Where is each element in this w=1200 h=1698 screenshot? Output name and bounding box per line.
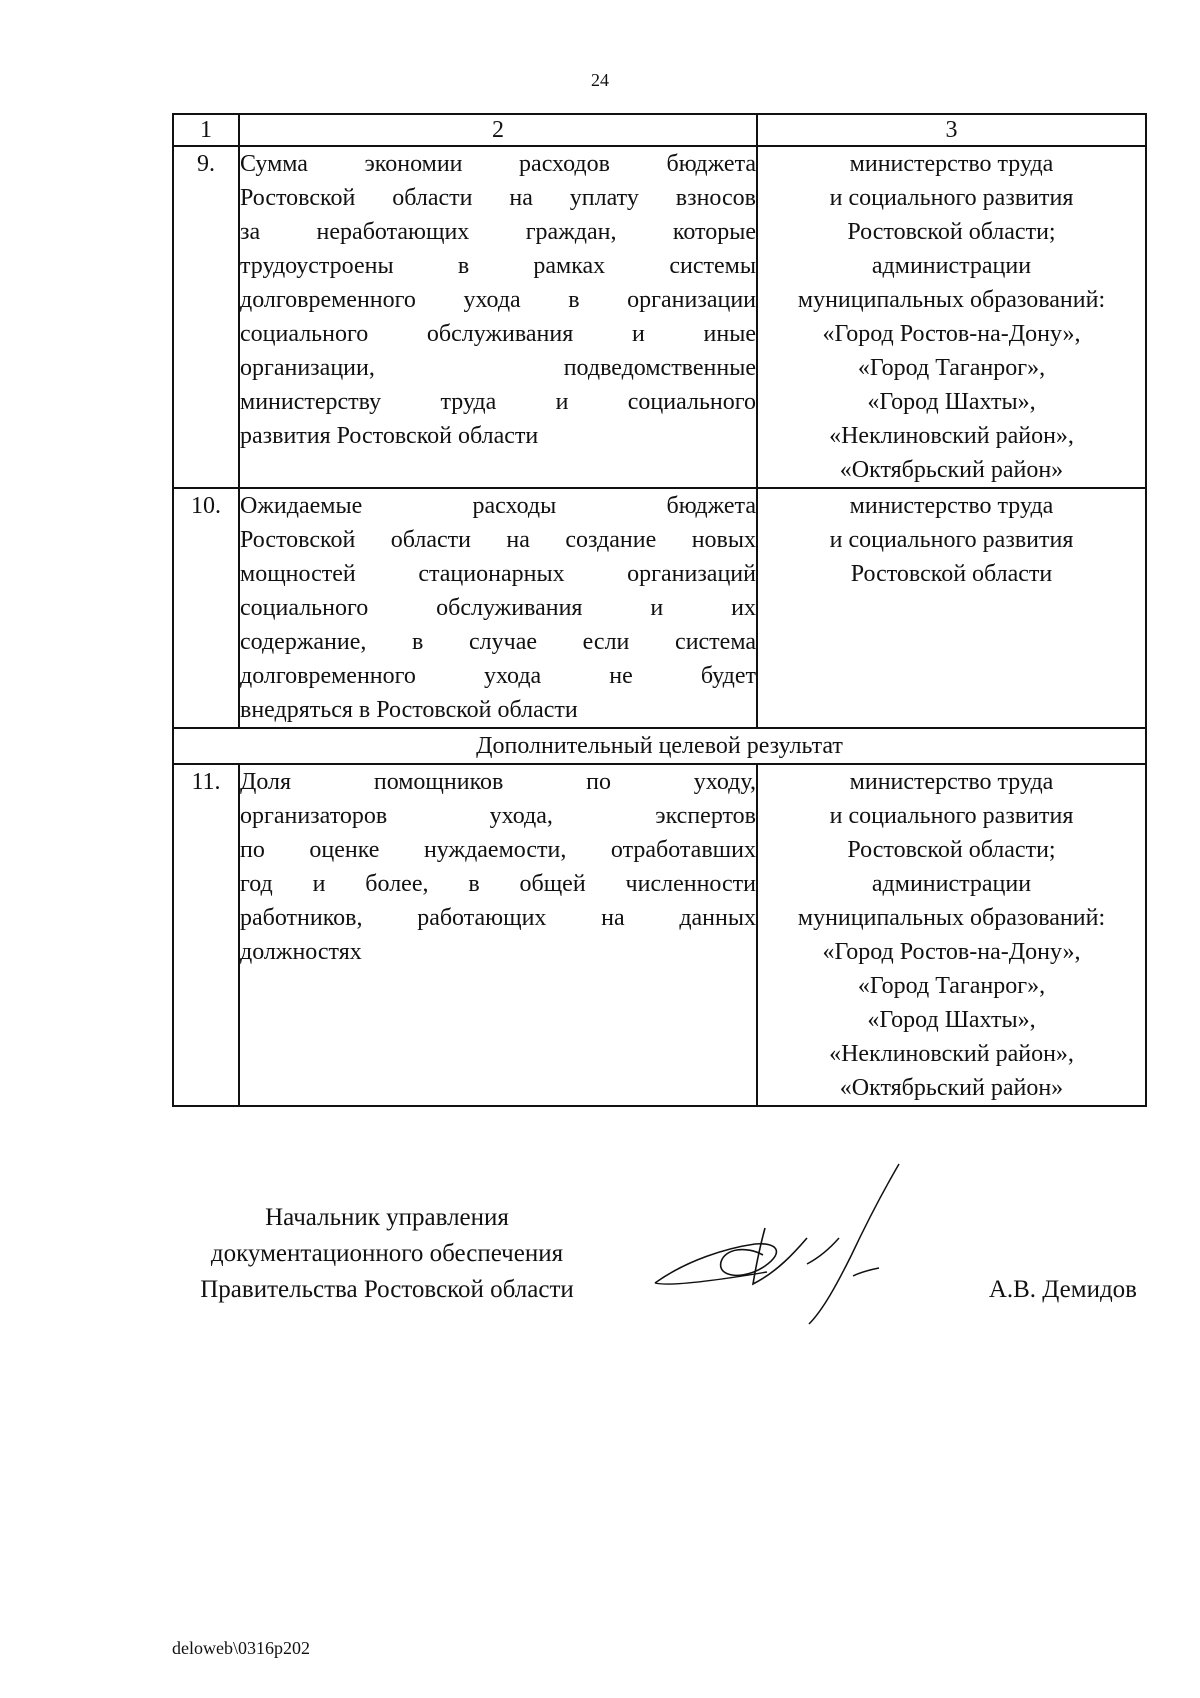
position-line: Начальник управления <box>265 1204 509 1231</box>
responsible-line: «Город Шахты», <box>867 389 1036 415</box>
responsible-line: «Город Таганрог», <box>857 355 1046 381</box>
responsible-line: «Октябрьский район» <box>839 1075 1064 1101</box>
position-line: Правительства Ростовской области <box>200 1276 574 1303</box>
description-line: Сумма экономии расходов бюджета <box>240 151 756 177</box>
column-header-1: 1 <box>173 114 239 146</box>
description-line: социального обслуживания и их <box>240 595 756 621</box>
responsible-bodies <box>757 488 1146 728</box>
signatory-name: А.В. Демидов <box>988 1276 1137 1303</box>
table-body-main <box>173 146 1146 728</box>
description-line: Ростовской области на создание новых <box>240 527 756 553</box>
responsible-line: министерство труда <box>849 493 1054 519</box>
responsible-line: муниципальных образований: <box>797 905 1106 931</box>
document-code: deloweb\0316p202 <box>172 1638 310 1658</box>
responsible-line: администрации <box>871 253 1032 279</box>
responsible-line: администрации <box>871 871 1032 897</box>
indicator-description <box>239 488 757 728</box>
responsible-line: «Город Таганрог», <box>857 973 1046 999</box>
signature-block <box>172 1200 1145 1350</box>
description-line: министерству труда и социального <box>240 389 756 415</box>
row-number: 10. <box>173 488 239 728</box>
responsible-line: «Неклиновский район», <box>829 423 1074 449</box>
signatory-position <box>172 1200 602 1308</box>
description-line: долговременного ухода не будет <box>240 663 756 689</box>
column-header-2: 2 <box>239 114 757 146</box>
table-body-additional <box>173 764 1146 1106</box>
responsible-bodies <box>757 764 1146 1106</box>
description-line: трудоустроены в рамках системы <box>240 253 756 279</box>
responsible-line: муниципальных образований: <box>797 287 1106 313</box>
description-line: содержание, в случае если система <box>240 629 756 655</box>
description-line: организаторов ухода, экспертов <box>240 803 756 829</box>
description-line: долговременного ухода в организации <box>240 287 756 313</box>
description-line: Доля помощников по уходу, <box>240 769 756 795</box>
description-line: по оценке нуждаемости, отработавших <box>240 837 756 863</box>
table-row <box>173 146 1146 488</box>
responsible-line: и социального развития <box>829 803 1074 829</box>
table-row <box>173 488 1146 728</box>
table-header-row <box>173 114 1146 146</box>
indicator-description <box>239 146 757 488</box>
responsible-line: и социального развития <box>829 527 1074 553</box>
responsible-line: «Октябрьский район» <box>839 457 1064 483</box>
responsible-line: Ростовской области <box>850 561 1053 587</box>
description-line: Ростовской области на уплату взносов <box>240 185 756 211</box>
description-line: должностях <box>240 939 362 965</box>
responsible-line: «Неклиновский район», <box>829 1041 1074 1067</box>
section-title: Дополнительный целевой результат <box>173 728 1146 764</box>
responsible-line: министерство труда <box>849 151 1054 177</box>
responsible-line: «Город Шахты», <box>867 1007 1036 1033</box>
description-line: мощностей стационарных организаций <box>240 561 756 587</box>
column-header-3: 3 <box>757 114 1146 146</box>
position-line: документационного обеспечения <box>210 1240 564 1267</box>
responsible-bodies <box>757 146 1146 488</box>
responsible-line: министерство труда <box>849 769 1054 795</box>
row-number: 11. <box>173 764 239 1106</box>
indicators-table <box>172 113 1147 1107</box>
description-line: работников, работающих на данных <box>240 905 756 931</box>
description-line: социального обслуживания и иные <box>240 321 756 347</box>
responsible-line: и социального развития <box>829 185 1074 211</box>
description-line: Ожидаемые расходы бюджета <box>240 493 756 519</box>
description-line: внедряться в Ростовской области <box>240 697 578 723</box>
indicator-description <box>239 764 757 1106</box>
row-number: 9. <box>173 146 239 488</box>
responsible-line: Ростовской области; <box>847 219 1056 245</box>
description-line: за неработающих граждан, которые <box>240 219 756 245</box>
description-line: год и более, в общей численности <box>240 871 756 897</box>
handwritten-signature <box>647 1160 917 1325</box>
responsible-line: Ростовской области; <box>847 837 1056 863</box>
responsible-line: «Город Ростов-на-Дону», <box>822 321 1081 347</box>
responsible-line: «Город Ростов-на-Дону», <box>822 939 1081 965</box>
table-row <box>173 764 1146 1106</box>
section-row <box>173 728 1146 764</box>
description-line: организации, подведомственные <box>240 355 756 381</box>
page-number: 24 <box>591 70 609 90</box>
description-line: развития Ростовской области <box>240 423 539 449</box>
